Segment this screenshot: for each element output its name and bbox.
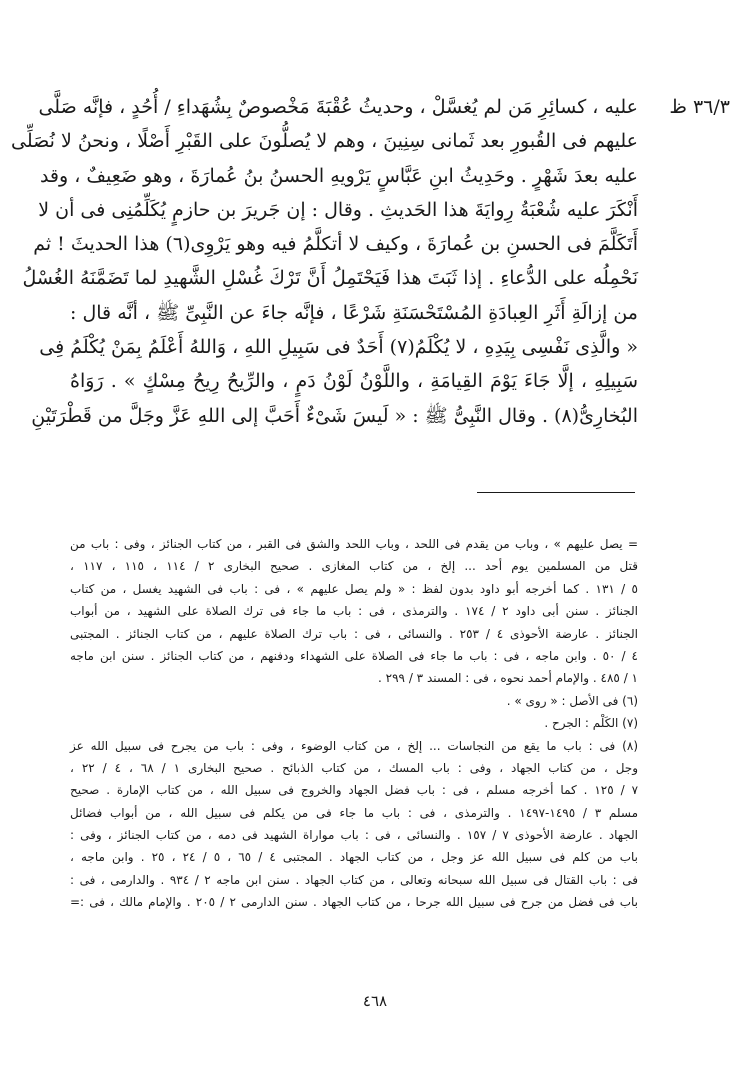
body-line: عليهم فى القُبورِ بعد ثَمانى سِنِينَ ، وهم لا يُصلُّونَ على القَبْرِ أَصْلًا ، ونحنُ لا نُصَلِّى — [11, 130, 638, 153]
body-line: عليه بعدَ شَهْرٍ . وحَدِيثُ ابنِ عَبَّاسٍ يَرْويهِ الحسنُ بنُ عُمارَةَ ، وهو ضَعِيفٌ ، وقد — [39, 164, 638, 187]
footnote-line: ٧ / ١٢٥ . كما أخرجه مسلم ، فى : باب فضل الجهاد والخروج فى سبيل الله ، من كتاب الإمارة . صحيح — [70, 783, 639, 798]
footnote-line: فى : باب القتال فى سبيل الله سبحانه وتعالى ، من كتاب الجهاد . سنن ابن ماجه ٢ / ٩٣٤ . والدارمى ، فى : — [70, 872, 638, 887]
body-line: سَبِيلِهِ ، إلَّا جَاءَ يَوْمَ القِيامَةِ ، واللَّوْنُ لَوْنُ دَمٍ ، والرِّيحُ رِيحُ مِسْكٍ » . رَوَاهُ — [70, 370, 638, 393]
footnote-line: مسلم ٣ / ١٤٩٥-١٤٩٧ . والترمذى ، فى : باب ما جاء فى من يكلم فى سبيل الله ، من أبواب فضائل — [70, 805, 639, 820]
footnote-line: الجنائز . عارضة الأحوذى ٤ / ٢٥٣ . والنسائى ، فى : باب ترك الصلاة عليهم ، من كتاب الجنائز . المجتبى — [70, 626, 639, 641]
footnote-line: الجنائز . سنن أبى داود ٢ / ١٧٤ . والترمذى ، فى : باب ما جاء فى ترك الصلاة على الشهيد ، من أبواب — [70, 604, 638, 619]
body-line: عليه ، كسائِرِ مَن لم يُغسَّلْ ، وحديثُ عُقْبَةَ مَخْصوصٌ بِشُهَداءِ / أُحُدٍ ، فإنَّه صَلَّى — [38, 96, 638, 118]
footnote-line: وجل ، من كتاب الجهاد ، وفى : باب المسك ، من كتاب الذبائح . صحيح البخارى ١ / ٦٨ ، ٤ / ٢٢ ، — [70, 760, 639, 775]
footnotes — [70, 533, 638, 914]
footnote-divider — [477, 492, 635, 493]
page-number: ٤٦٨ — [362, 992, 388, 1010]
main-body-text — [11, 90, 638, 433]
footnote-line: باب فى فضل من جرح فى سبيل الله جرحا ، من كتاب الجهاد . سنن الدارمى ٢ / ٢٠٥ . والإمام مالك ، فى := — [70, 895, 638, 910]
footnote-line: باب من كلم فى سبيل الله عز وجل ، من كتاب الجهاد . المجتبى ٤ / ٦٥ ، ٥ / ٢٤ ، ٢٥ . وابن ماجه ، — [70, 850, 638, 865]
footnote-line: ٤ / ٥٠ . وابن ماجه ، فى : باب ما جاء فى الصلاة على الشهداء ودفنهم ، من كتاب الجنائز . سنن ابن ماجه — [70, 648, 638, 663]
footnote-8: (٨) فى : باب ما يقع من النجاسات ... إلخ ، من كتاب الوضوء ، وفى : باب من يجرح فى سبيل الله عز — [70, 738, 638, 753]
body-line: من إزالَةِ أَثَرِ العِبادَةِ المُسْتَحْسَنَةِ شَرْعًا ، فإنَّه جاءَ عن النَّبِىِّ ﷺ ، أنَّه قال : — [70, 301, 638, 324]
footnote-7: (٧) الكَلْم : الجرح . — [544, 716, 638, 731]
footnote-line: ١ / ٤٨٥ . والإمام أحمد نحوه ، فى : المسند ٣ / ٢٩٩ . — [378, 671, 638, 686]
footnote-6: (٦) فى الأصل : « روى » . — [506, 693, 638, 708]
body-line: البُخارِىُّ(٨) . وقال النَّبِىُّ ﷺ : « لَيسَ شَىْءٌ أَحَبَّ إلى اللهِ عَزَّ وجَلَّ من قَطْرَتَيْنِ — [31, 404, 638, 427]
body-line: « والَّذِى نَفْسِى بِيَدِهِ ، لا يُكْلَمُ(٧) أَحَدٌ فى سَبِيلِ اللهِ ، وَاللهُ أَعْلَمُ بِمَنْ يُكْلَمُ فِى — [39, 336, 638, 359]
footnote-line: الجهاد . عارضة الأحوذى ٧ / ١٥٧ . والنسائى ، فى : باب مواراة الشهيد فى دمه ، من كتاب الجنائز ، وفى : — [70, 828, 638, 843]
footnote-line: = يصل عليهم » ، وباب من يقدم فى اللحد ، وباب اللحد والشق فى القبر ، من كتاب الجنائز ، وفى : باب من — [70, 537, 638, 551]
footnote-line: قتل من المسلمين يوم أحد ... إلخ ، من كتاب المغازى . صحيح البخارى ٢ / ١١٤ ، ١١٥ ، ١١٧ ، — [70, 559, 639, 574]
body-line: أَتَكَلَّمَ فى الحسنِ بن عُمارَةَ ، وكيف لا أتكلَّمُ فيه وهو يَرْوِى(٦) هذا الحديثَ ! ثم — [33, 233, 638, 256]
footnote-line: ٥ / ١٣١ . كما أخرجه أبو داود بدون لفظ : « ولم يصل عليهم » ، فى : باب فى الشهيد يغسل ، من كتاب — [70, 581, 638, 596]
manuscript-folio-reference: ٣٦/٣ ظ — [669, 96, 730, 118]
body-line: نَحْمِلُه على الدُّعاءِ . إذا ثَبَتَ هذا فَيَحْتَمِلُ أَنَّ تَرْكَ غُسْلِ الشَّهيدِ لما تَضَمَّنَهُ الغُسْلُ — [22, 267, 638, 290]
body-line: أَنْكَرَ عليه شُعْبَةُ رِوايَةَ هذا الحَديثِ . وقال : إن جَريرَ بن حازمٍ يُكَلِّمُنِى فى أن لا — [38, 198, 638, 221]
